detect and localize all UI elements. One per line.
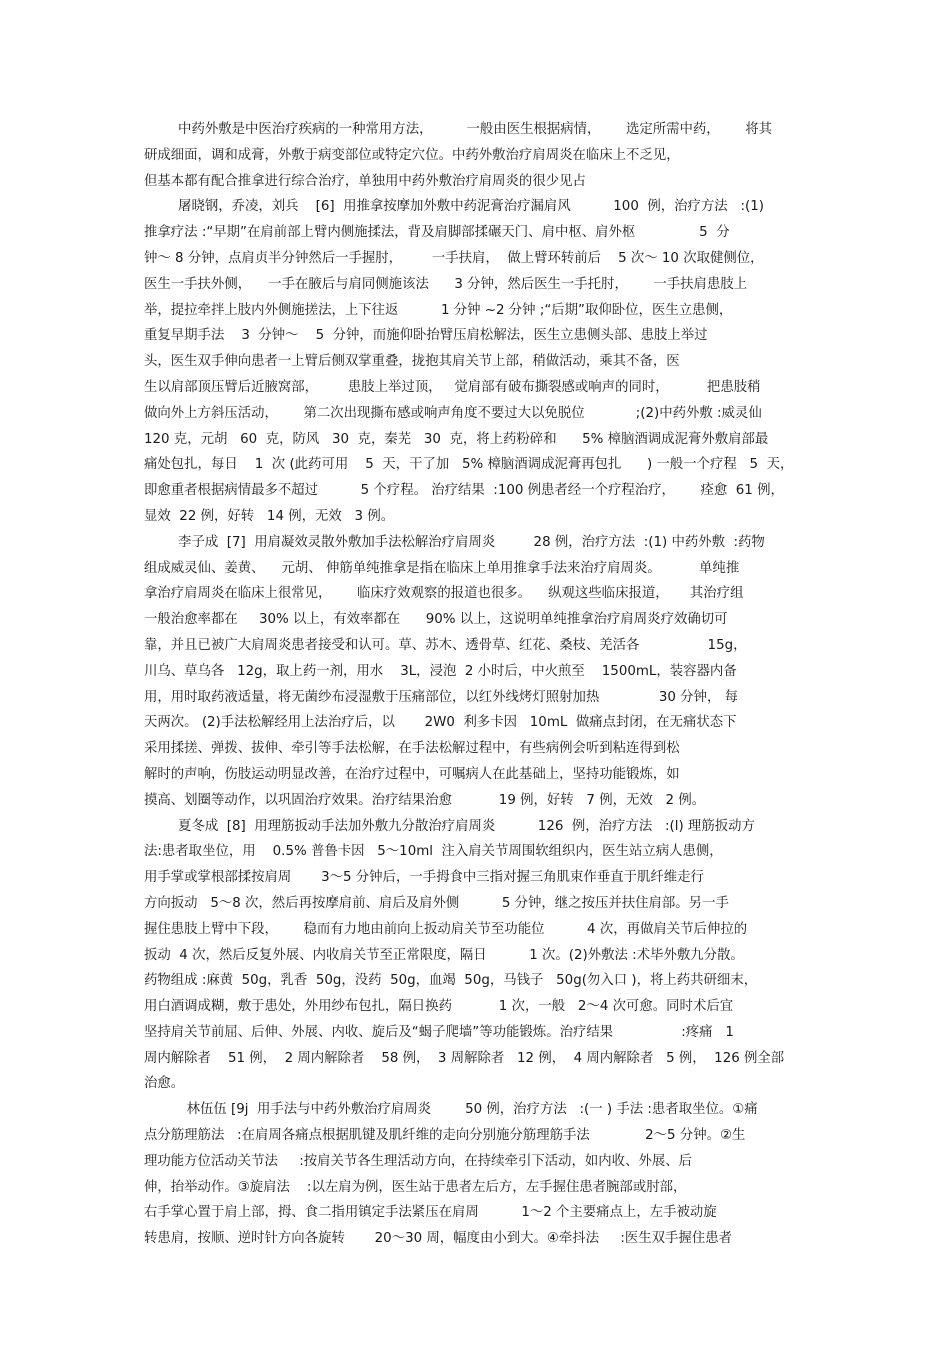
text-line: 伸，抬举动作。③旋肩法 :以左肩为例，医生站于患者左后方，左手握住患者腕部或肘部， [144, 1179, 687, 1195]
text-line: 理功能方位活动关节法 :按肩关节各生理活动方向，在持续牵引下活动，如内收、外展、后 [144, 1153, 693, 1169]
text-line: 扳动 4 次，然后反复外展、内收肩关节至正常限度，隔日 1 次。(2)外敷法 :术毕外敷九分散。 [144, 947, 744, 963]
text-line: 头，医生双手伸向患者一上臂后侧双掌重叠，拢抱其肩关节上部，稍做活动，乘其不备，医 [144, 354, 680, 370]
text-line: 坚持肩关节前屈、后伸、外展、内收、旋后及“蝎子爬墙”等功能锻炼。治疗结果 :疼痛 1 [144, 1024, 734, 1040]
text-line: 点分筋理筋法 :在肩周各痛点根据肌键及肌纤维的走向分别施分筋理筋手法 2～5 分钟。②生 [144, 1128, 746, 1144]
text-line: 举，提拉牵拌上肢内外侧施搓法，上下往返 1 分钟 ~2 分钟 ;“后期”取仰卧位，医生立患侧， [144, 302, 733, 318]
text-line: 屠晓钢，乔凌，刘兵 [6] 用推拿按摩加外敷中药泥膏治疗漏肩风 100 例，治疗方法 :(1) [144, 199, 764, 215]
text-line: 用，用时取药液适量，将无菌纱布浸湿敷于压痛部位，以红外线烤灯照射加热 30 分钟， 每 [144, 689, 738, 705]
text-line: 右手掌心置于肩上部，拇、食二指用镇定手法紧压在肩周 1～2 个主要痛点上，左手被动旋 [144, 1205, 717, 1221]
text-line: 摸高、划圈等动作，以巩固治疗效果。治疗结果治愈 19 例，好转 7 例，无效 2 例。 [144, 792, 706, 808]
text-line: 用白酒调成糊，敷于患处，外用纱布包扎，隔日换药 1 次，一般 2～4 次可愈。同时术后宜 [144, 999, 734, 1015]
text-line: 转患肩，按顺、逆时针方向各旋转 20～30 周，幅度由小到大。④牵抖法 :医生双手握住患者 [144, 1231, 732, 1247]
text-line: 痛处包扎，每日 1 次 (此药可用 5 天，干了加 5% 樟脑酒调成泥膏再包扎 ) 一般一个疗程 5 天， [144, 457, 794, 473]
text-line: 采用揉搓、弹拨、拔伸、牵引等手法松解，在手法松解过程中，有些病例会听到粘连得到松 [144, 741, 680, 757]
text-line: 重复早期手法 3 分钟～ 5 分钟，而施仰卧抬臂压肩松解法，医生立患侧头部、患肢上举过 [144, 328, 708, 344]
text-line: 推拿疗法 :“早期”在肩前部上臂内侧施揉法，背及肩脚部揉碾天门、肩中枢、肩外枢 5 分 [144, 225, 730, 241]
text-line: 川乌、草乌各 12g，取上药一剂，用水 3L，浸泡 2 小时后，中火煎至 1500mL，装容器内备 [144, 663, 737, 679]
text-line: 治愈。 [144, 1076, 185, 1092]
text-line: 一般治愈率都在 30% 以上，有效率都在 90% 以上，这说明单纯推拿治疗肩周炎疗效确切可 [144, 612, 728, 628]
text-line: 钟～ 8 分钟，点肩贞半分钟然后一手握肘， 一手扶肩， 做上臂环转前后 5 次～ 10 次取健侧位， [144, 250, 764, 266]
text-line: 但基本都有配合推拿进行综合治疗，单独用中药外敷治疗肩周炎的很少见占 [144, 173, 586, 189]
body-text [144, 117, 812, 1252]
text-line: 医生一手扶外侧， 一手在腋后与肩同侧施该法 3 分钟，然后医生一手托肘， 一手扶肩患肢上 [144, 276, 748, 292]
text-line: 研成细面，调和成膏，外敷于病变部位或特定穴位。中药外敷治疗肩周炎在临床上不乏见， [144, 147, 680, 163]
text-line: 夏冬成 [8] 用理筋扳动手法加外敷九分散治疗肩周炎 126 例，治疗方法 :(l) 理筋扳动方 [144, 818, 755, 834]
text-line: 120 克，元胡 60 克，防风 30 克，秦芜 30 克，将上药粉碎和 5% 樟脑酒调成泥膏外敷肩部最 [144, 431, 769, 447]
text-line: 做向外上方斜压活动， 第二次出现撕布感或响声角度不要过大以免脱位 ;(2)中药外敷 :威灵仙 [144, 405, 762, 421]
text-line: 方向扳动 5～8 次，然后再按摩肩前、肩后及肩外侧 5 分钟，继之按压并扶住肩部。另一手 [144, 895, 729, 911]
text-line: 药物组成 :麻黄 50g，乳香 50g，没药 50g，血竭 50g，马钱子 50g(勿入口 )，将上药共研细末， [144, 973, 758, 989]
text-line: 林伍伍 [9j 用手法与中药外敷治疗肩周炎 50 例，治疗方法 :(一 ) 手法 :患者取坐位。①痛 [144, 1102, 758, 1118]
text-line: 生以肩部顶压臂后近腋窝部， 患肢上举过顶， 觉肩部有破布撕裂感或响声的同时， 把患肢稍 [144, 379, 761, 395]
text-line: 组成威灵仙、姜黄、 元胡、 伸筋单纯推拿是指在临床上单用推拿手法来治疗肩周炎。 单纯推 [144, 560, 740, 576]
text-line: 用手掌或掌根部揉按肩周 3～5 分钟后，一手拇食中三指对握三角肌束作垂直于肌纤维走行 [144, 870, 704, 886]
text-line: 握住患肢上臂中下段， 稳而有力地由前向上扳动肩关节至功能位 4 次，再做肩关节后伸拉的 [144, 921, 748, 937]
text-line: 周内解除者 51 例， 2 周内解除者 58 例， 3 周解除者 12 例， 4 周内解除者 5 例， 126 例全部 [144, 1050, 785, 1066]
text-line: 即愈重者根据病情最多不超过 5 个疗程。 治疗结果 :100 例患者经一个疗程治疗， 痊愈 61 例， [144, 483, 784, 499]
text-line: 法:患者取坐位，用 0.5% 普鲁卡因 5～10ml 注入肩关节周围软组织内，医生站立病人患侧， [144, 844, 723, 860]
text-line: 显效 22 例，好转 14 例，无效 3 例。 [144, 508, 395, 524]
text-line: 解时的声响，伤肢运动明显改善，在治疗过程中，可嘱病人在此基础上，坚持功能锻炼，如 [144, 766, 680, 782]
text-line: 靠，并且已被广大肩周炎患者接受和认可。草、苏木、透骨草、红花、桑枝、羌活各 15g， [144, 637, 747, 653]
text-line: 李子成 [7] 用肩凝效灵散外敷加手法松解治疗肩周炎 28 例，治疗方法 :(1) 中药外敷 :药物 [144, 534, 765, 550]
text-line: 天两次。 (2)手法松解经用上法治疗后，以 2W0 利多卡因 10mL 做痛点封闭，在无痛状态下 [144, 715, 737, 731]
text-line: 拿治疗肩周炎在临床上很常见， 临床疗效观察的报道也很多。 纵观这些临床报道， 其治疗组 [144, 586, 744, 602]
text-line: 中药外敷是中医治疗疾病的一种常用方法， 一般由医生根据病情， 选定所需中药， 将其 [144, 122, 773, 137]
